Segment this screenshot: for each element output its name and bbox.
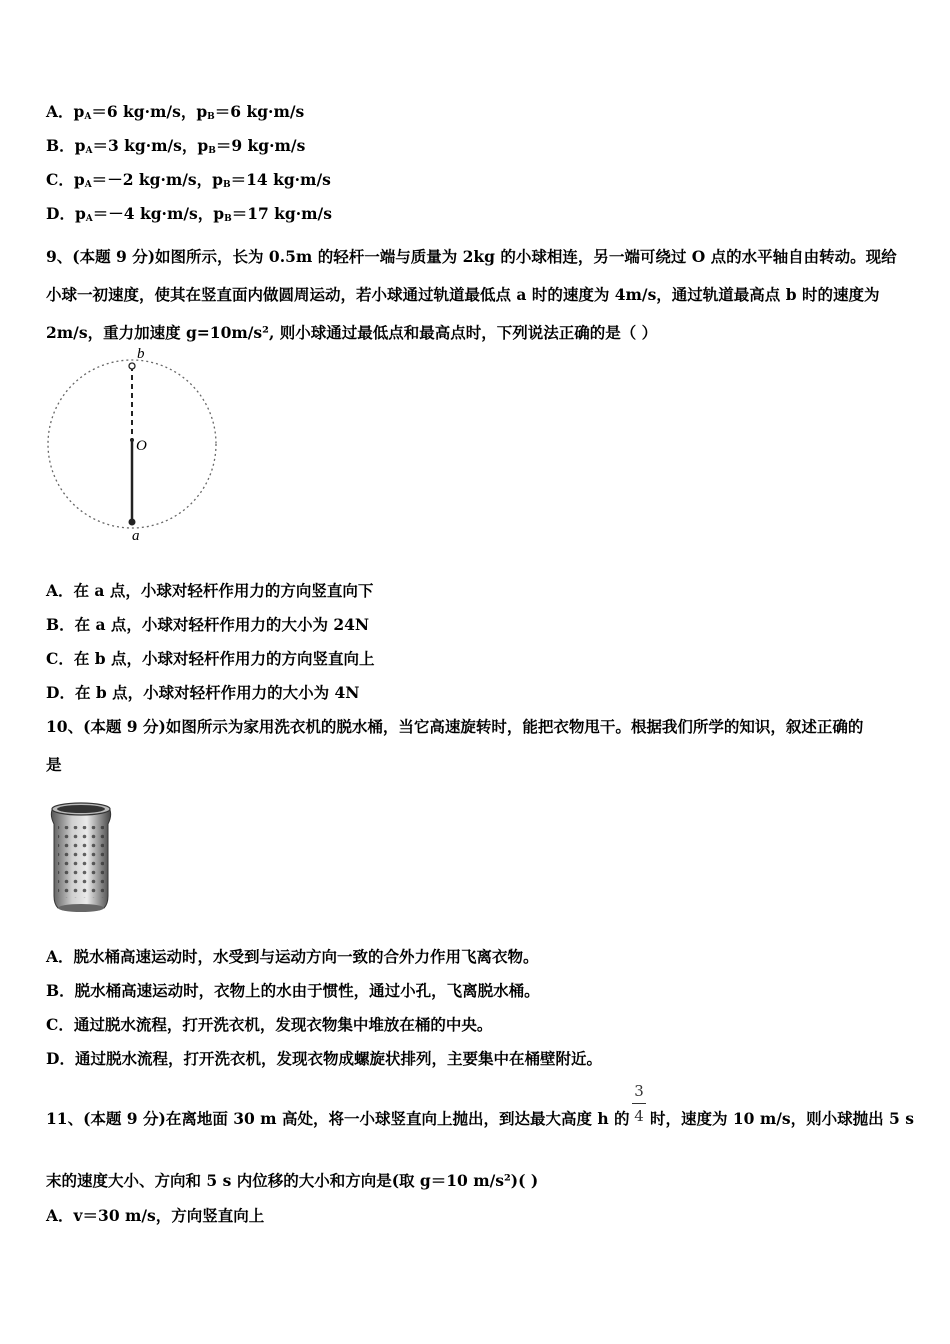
fraction-denominator: 4 <box>634 1107 644 1125</box>
q10-question-line1: 10、(本题 9 分)如图所示为家用洗衣机的脱水桶，当它高速旋转时，能把衣物甩干。根据我们所学的知识，叙述正确的 <box>46 717 864 736</box>
option-letter: B． <box>46 136 75 155</box>
q10-option-a: A．脱水桶高速运动时，水受到与运动方向一致的合外力作用飞离衣物。 <box>46 947 539 966</box>
q9-option-c: C．在 b 点，小球对轻杆作用力的方向竖直向上 <box>46 649 375 668</box>
q10-option-c: C．通过脱水流程，打开洗衣机，发现衣物集中堆放在桶的中央。 <box>46 1015 493 1034</box>
drum-holes <box>58 826 104 898</box>
q8-option-b: B．$p_A=3$ kg·m/s，$p_B=9$ kg·m/s <box>46 136 306 156</box>
pa-value: 3 kg·m/s <box>107 136 182 155</box>
q11-option-a: A．v＝30 m/s，方向竖直向上 <box>46 1206 265 1225</box>
fraction-bar <box>632 1103 646 1104</box>
circular-motion-figure <box>40 342 230 548</box>
option-letter: D． <box>46 204 75 223</box>
q11-question-line1-after: 时，速度为 10 m/s，则小球抛出 5 s <box>650 1109 914 1128</box>
pb-value: 9 kg·m/s <box>231 136 306 155</box>
label-a: a <box>132 528 140 544</box>
q11-question-line1-before: 11、(本题 9 分)在离地面 30 m 高处，将一小球竖直向上抛出，到达最大高度 h 的 <box>46 1109 630 1128</box>
pb-value: 6 kg·m/s <box>230 102 305 121</box>
q8-option-d: D．$p_A=-4$ kg·m/s，$p_B=17$ kg·m/s <box>46 204 332 224</box>
q10-option-d: D．通过脱水流程，打开洗衣机，发现衣物成螺旋状排列，主要集中在桶壁附近。 <box>46 1049 602 1068</box>
option-letter: A． <box>46 102 74 121</box>
q9-option-a: A．在 a 点，小球对轻杆作用力的方向竖直向下 <box>46 581 374 600</box>
pa-value: －2 kg·m/s <box>107 170 197 189</box>
fraction-numerator: 3 <box>634 1082 644 1100</box>
drum-base <box>58 904 104 912</box>
pivot-o-marker <box>130 438 134 442</box>
option-letter: C． <box>46 170 74 189</box>
q11-question-line2: 末的速度大小、方向和 5 s 内位移的大小和方向是(取 g＝10 m/s²)( ) <box>46 1171 539 1190</box>
pb-value: 14 kg·m/s <box>246 170 331 189</box>
label-o: O <box>136 438 147 454</box>
label-b: b <box>137 346 145 362</box>
q9-option-b: B．在 a 点，小球对轻杆作用力的大小为 24N <box>46 615 370 634</box>
pa-value: 6 kg·m/s <box>106 102 181 121</box>
q10-option-b: B．脱水桶高速运动时，衣物上的水由于惯性，通过小孔，飞离脱水桶。 <box>46 981 540 1000</box>
point-a-marker <box>129 519 136 526</box>
fraction-three-quarters <box>632 1082 646 1125</box>
q8-option-c: C．$p_A=-2$ kg·m/s，$p_B=14$ kg·m/s <box>46 170 331 190</box>
q10-question-line2: 是 <box>46 755 62 774</box>
drum-opening <box>57 805 105 813</box>
pb-value: 17 kg·m/s <box>247 204 332 223</box>
q9-option-d: D．在 b 点，小球对轻杆作用力的大小为 4N <box>46 683 360 702</box>
q8-option-a: A．$p_A=6$ kg·m/s，$p_B=6$ kg·m/s <box>46 102 305 122</box>
spin-drum-figure <box>44 796 114 916</box>
point-b-marker <box>129 363 135 369</box>
pa-value: －4 kg·m/s <box>108 204 198 223</box>
q9-question-text: 9、(本题 9 分)如图所示，长为 0.5m 的轻杆一端与质量为 2kg 的小球相连，另一端可绕过 O 点的水平轴自由转动。现给小球一初速度，使其在竖直面内做圆周运动，若小球通过轨道最低点 a 时的速度为 4m/s，通过轨道最高点 b 时的速度为 2m/s，重力加速度 g=10m/s², 则小球通过最低点和最高点时，下列说法正确的是（ ） <box>46 247 897 342</box>
